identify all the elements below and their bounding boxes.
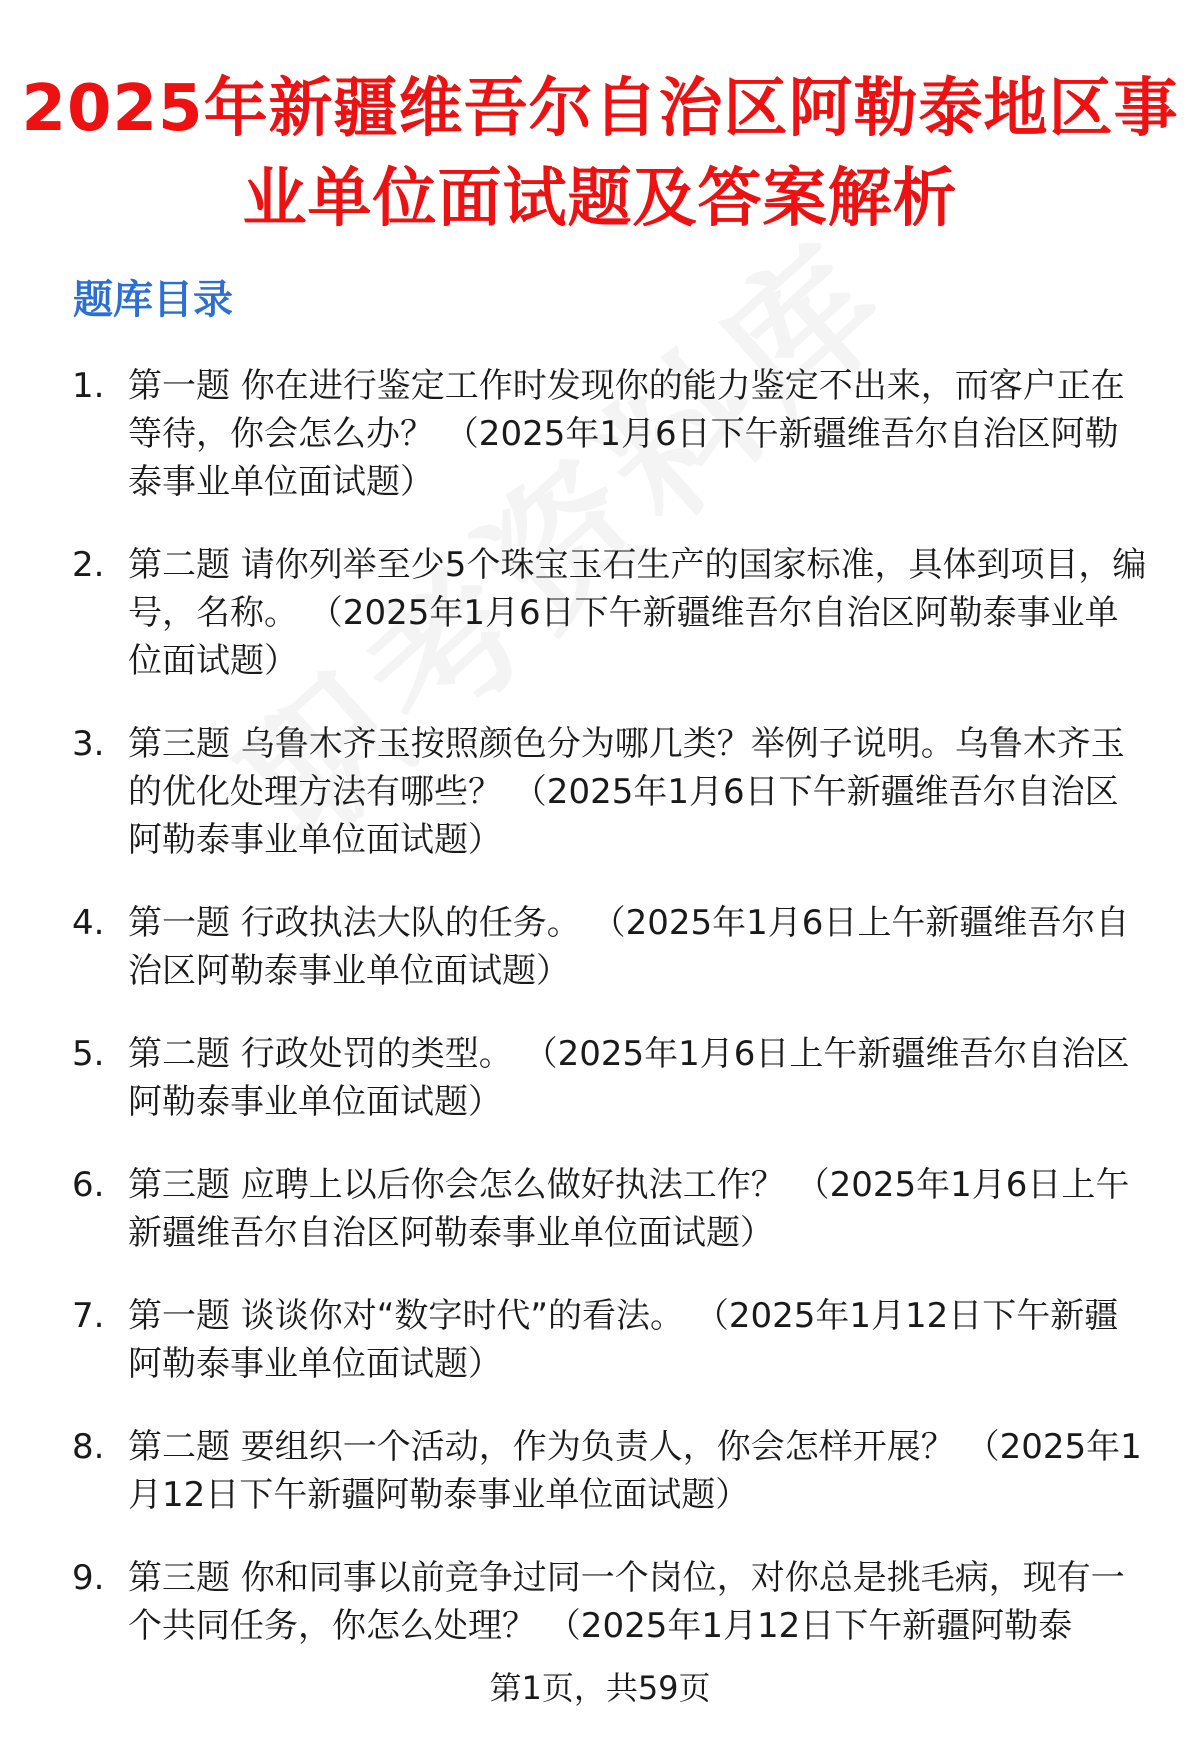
toc-item[interactable] <box>60 541 1150 685</box>
toc-item-number: 9. <box>72 1558 105 1598</box>
toc-item-text: 第二题 请你列举至少5个珠宝玉石生产的国家标准，具体到项目，编号，名称。 （2025年1月6日下午新疆维吾尔自治区阿勒泰事业单位面试题） <box>128 545 1147 681</box>
toc-item-number: 5. <box>72 1034 105 1074</box>
toc-item-text: 第三题 你和同事以前竞争过同一个岗位，对你总是挑毛病，现有一个共同任务，你怎么处理？ （2025年1月12日下午新疆阿勒泰 <box>128 1558 1125 1646</box>
toc-item-number: 3. <box>72 724 105 764</box>
toc-item-text: 第一题 你在进行鉴定工作时发现你的能力鉴定不出来，而客户正在等待，你会怎么办？ （2025年1月6日下午新疆维吾尔自治区阿勒泰事业单位面试题） <box>128 366 1125 502</box>
toc-item-text: 第三题 应聘上以后你会怎么做好执法工作？ （2025年1月6日上午新疆维吾尔自治区阿勒泰事业单位面试题） <box>128 1165 1130 1253</box>
toc-item-text: 第一题 行政执法大队的任务。 （2025年1月6日上午新疆维吾尔自治区阿勒泰事业单位面试题） <box>128 903 1130 991</box>
toc-item-number: 1. <box>72 366 105 406</box>
document-title: 2025年新疆维吾尔自治区阿勒泰地区事业单位面试题及答案解析 <box>21 72 1179 236</box>
toc-item-text: 第三题 乌鲁木齐玉按照颜色分为哪几类？举例子说明。乌鲁木齐玉的优化处理方法有哪些？ （2025年1月6日下午新疆维吾尔自治区阿勒泰事业单位面试题） <box>128 724 1125 860</box>
toc-list <box>60 362 1150 1685</box>
toc-item[interactable] <box>60 362 1150 506</box>
toc-item[interactable] <box>60 1292 1150 1388</box>
toc-item[interactable] <box>60 720 1150 864</box>
toc-item-number: 4. <box>72 903 105 943</box>
toc-item[interactable] <box>60 1423 1150 1519</box>
toc-item[interactable] <box>60 1554 1150 1650</box>
toc-item-number: 6. <box>72 1165 105 1205</box>
toc-item-number: 2. <box>72 545 105 585</box>
toc-item[interactable] <box>60 899 1150 995</box>
toc-item[interactable] <box>60 1161 1150 1257</box>
toc-item-text: 第二题 要组织一个活动，作为负责人，你会怎样开展？ （2025年1月12日下午新疆阿勒泰事业单位面试题） <box>128 1427 1142 1515</box>
toc-item-number: 8. <box>72 1427 105 1467</box>
toc-item-text: 第一题 谈谈你对“数字时代”的看法。 （2025年1月12日下午新疆阿勒泰事业单位面试题） <box>128 1296 1119 1384</box>
toc-item-number: 7. <box>72 1296 105 1336</box>
page-footer: 第1页，共59页 <box>489 1669 711 1707</box>
toc-heading: 题库目录 <box>73 277 233 323</box>
toc-item[interactable] <box>60 1030 1150 1126</box>
toc-item-text: 第二题 行政处罚的类型。 （2025年1月6日上午新疆维吾尔自治区阿勒泰事业单位面试题） <box>128 1034 1130 1122</box>
